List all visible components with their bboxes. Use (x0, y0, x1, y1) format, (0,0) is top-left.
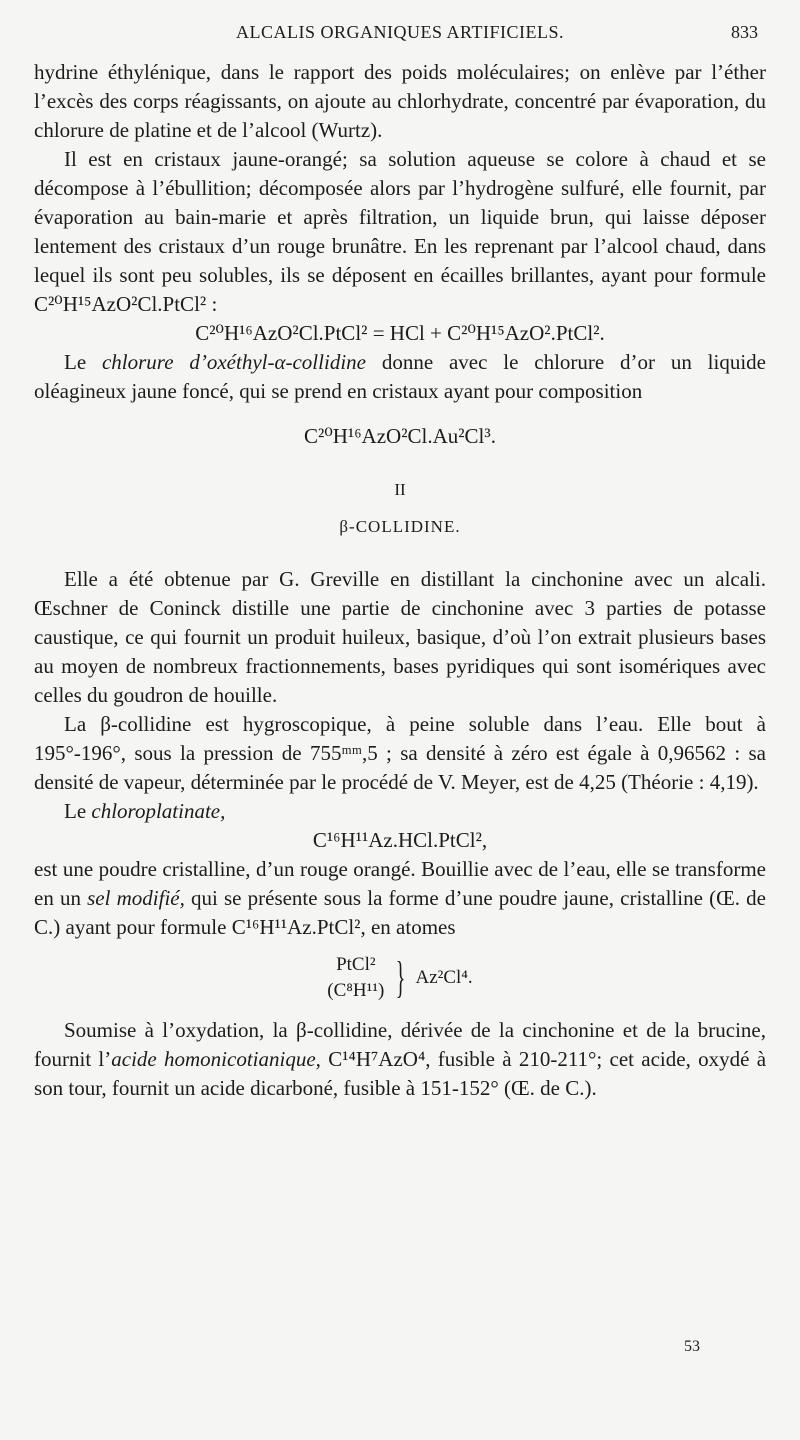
paragraph-continuation: hydrine éthylénique, dans le rapport des poids moléculaires; on enlève par l’éther l’excès des corps réagissants, on ajoute au chlorhydrate, concentré par évaporation, du chlorure de platine et de l’alcool (Wurtz). (34, 60, 766, 142)
page-body (34, 58, 766, 1103)
paragraph-modified-salt (34, 855, 766, 942)
italic-term: acide homonicotianique, (111, 1047, 321, 1071)
paragraph-chloroplatinate (34, 797, 766, 826)
formula-gold-salt: C²⁰H¹⁶AzO²Cl.Au²Cl³. (304, 424, 496, 448)
running-head: ALCALIS ORGANIQUES ARTIFICIELS. (236, 22, 564, 42)
paragraph-origin: Elle a été obtenue par G. Greville en distillant la cinchonine avec un alcali. Œschner de Coninck distille une partie de cinchonine avec 3 parties de potasse caustique, ce qui fournit un produit huileux, basique, d’où l’on extrait plusieurs bases au moyen de nombreux fractionnements, bases pyridiques qui sont isomériques avec celles du goudron de houille. (34, 567, 766, 707)
paragraph-oxidation (34, 1016, 766, 1103)
formula-decomposition: C²⁰H¹⁶AzO²Cl.PtCl² = HCl + C²⁰H¹⁵AzO².PtCl². (195, 321, 605, 345)
page-number: 833 (731, 22, 758, 42)
text: Le (64, 350, 102, 374)
brace: } (396, 953, 406, 1002)
text: Le (64, 799, 92, 823)
paragraph-properties: La β-collidine est hygroscopique, à peine soluble dans l’eau. Elle bout à 195°-196°, sous la pression de 755ᵐᵐ,5 ; sa densité à zéro est égale à 0,96562 : sa densité de vapeur, déterminée par le procédé de V. Meyer, est de 4,25 (Théorie : 4,19). (34, 712, 766, 794)
text: est une poudre cristalline, d’un rouge orangé. Bouillie avec de l’eau, elle se transforme en un (34, 857, 766, 910)
atoms-bottom: (C⁸H¹¹) (327, 980, 385, 1001)
text: qui se présente sous la forme d’une poudre jaune, cristalline (Œ. de C.) ayant pour formule C¹⁶H¹¹Az.PtCl², en atomes (34, 886, 766, 939)
atoms-left (327, 952, 388, 1004)
text: Soumise à l’oxydation, la β-collidine, dérivée de la cinchonine et de la brucine, fournit l’ (34, 1018, 766, 1071)
italic-term: chlorure d’oxéthyl-α-collidine (101, 350, 366, 374)
italic-term: sel modifié, (87, 886, 185, 910)
paragraph-crystals: Il est en cristaux jaune-orangé; sa solution aqueuse se colore à chaud et se décompose à l’ébullition; décomposée alors par l’hydrogène sulfuré, elle fournit, par évaporation au bain-marie et après filtration, un liquide brun, qui laisse déposer lentement des cristaux d’un rouge brunâtre. En les reprenant par l’alcool chaud, dans lequel ils sont peu solubles, ils se déposent en écailles brillantes, ayant pour formule C²⁰H¹⁵AzO²Cl.PtCl² : (34, 147, 766, 316)
atoms-top: PtCl² (336, 954, 376, 975)
text: C¹⁴H⁷AzO⁴, fusible à 210-211°; cet acide, oxydé à son tour, fournit un acide dicarboné, fusible à 151-152° (Œ. de C.). (34, 1047, 767, 1100)
text: donne avec le chlorure d’or un liquide oléagineux jaune foncé, qui se prend en cristaux ayant pour composition (34, 350, 767, 403)
section-number: II (394, 480, 406, 499)
paragraph-gold-chloride (34, 348, 766, 406)
atoms-right: Az²Cl⁴. (415, 967, 473, 988)
formula-chloroplatinate: C¹⁶H¹¹Az.HCl.PtCl², (312, 828, 488, 852)
section-title: β-COLLIDINE. (339, 517, 461, 536)
formula-atoms (34, 952, 766, 1004)
page-header (36, 20, 764, 50)
signature-mark: 53 (684, 1338, 700, 1355)
italic-term: chloroplatinate, (91, 799, 226, 823)
